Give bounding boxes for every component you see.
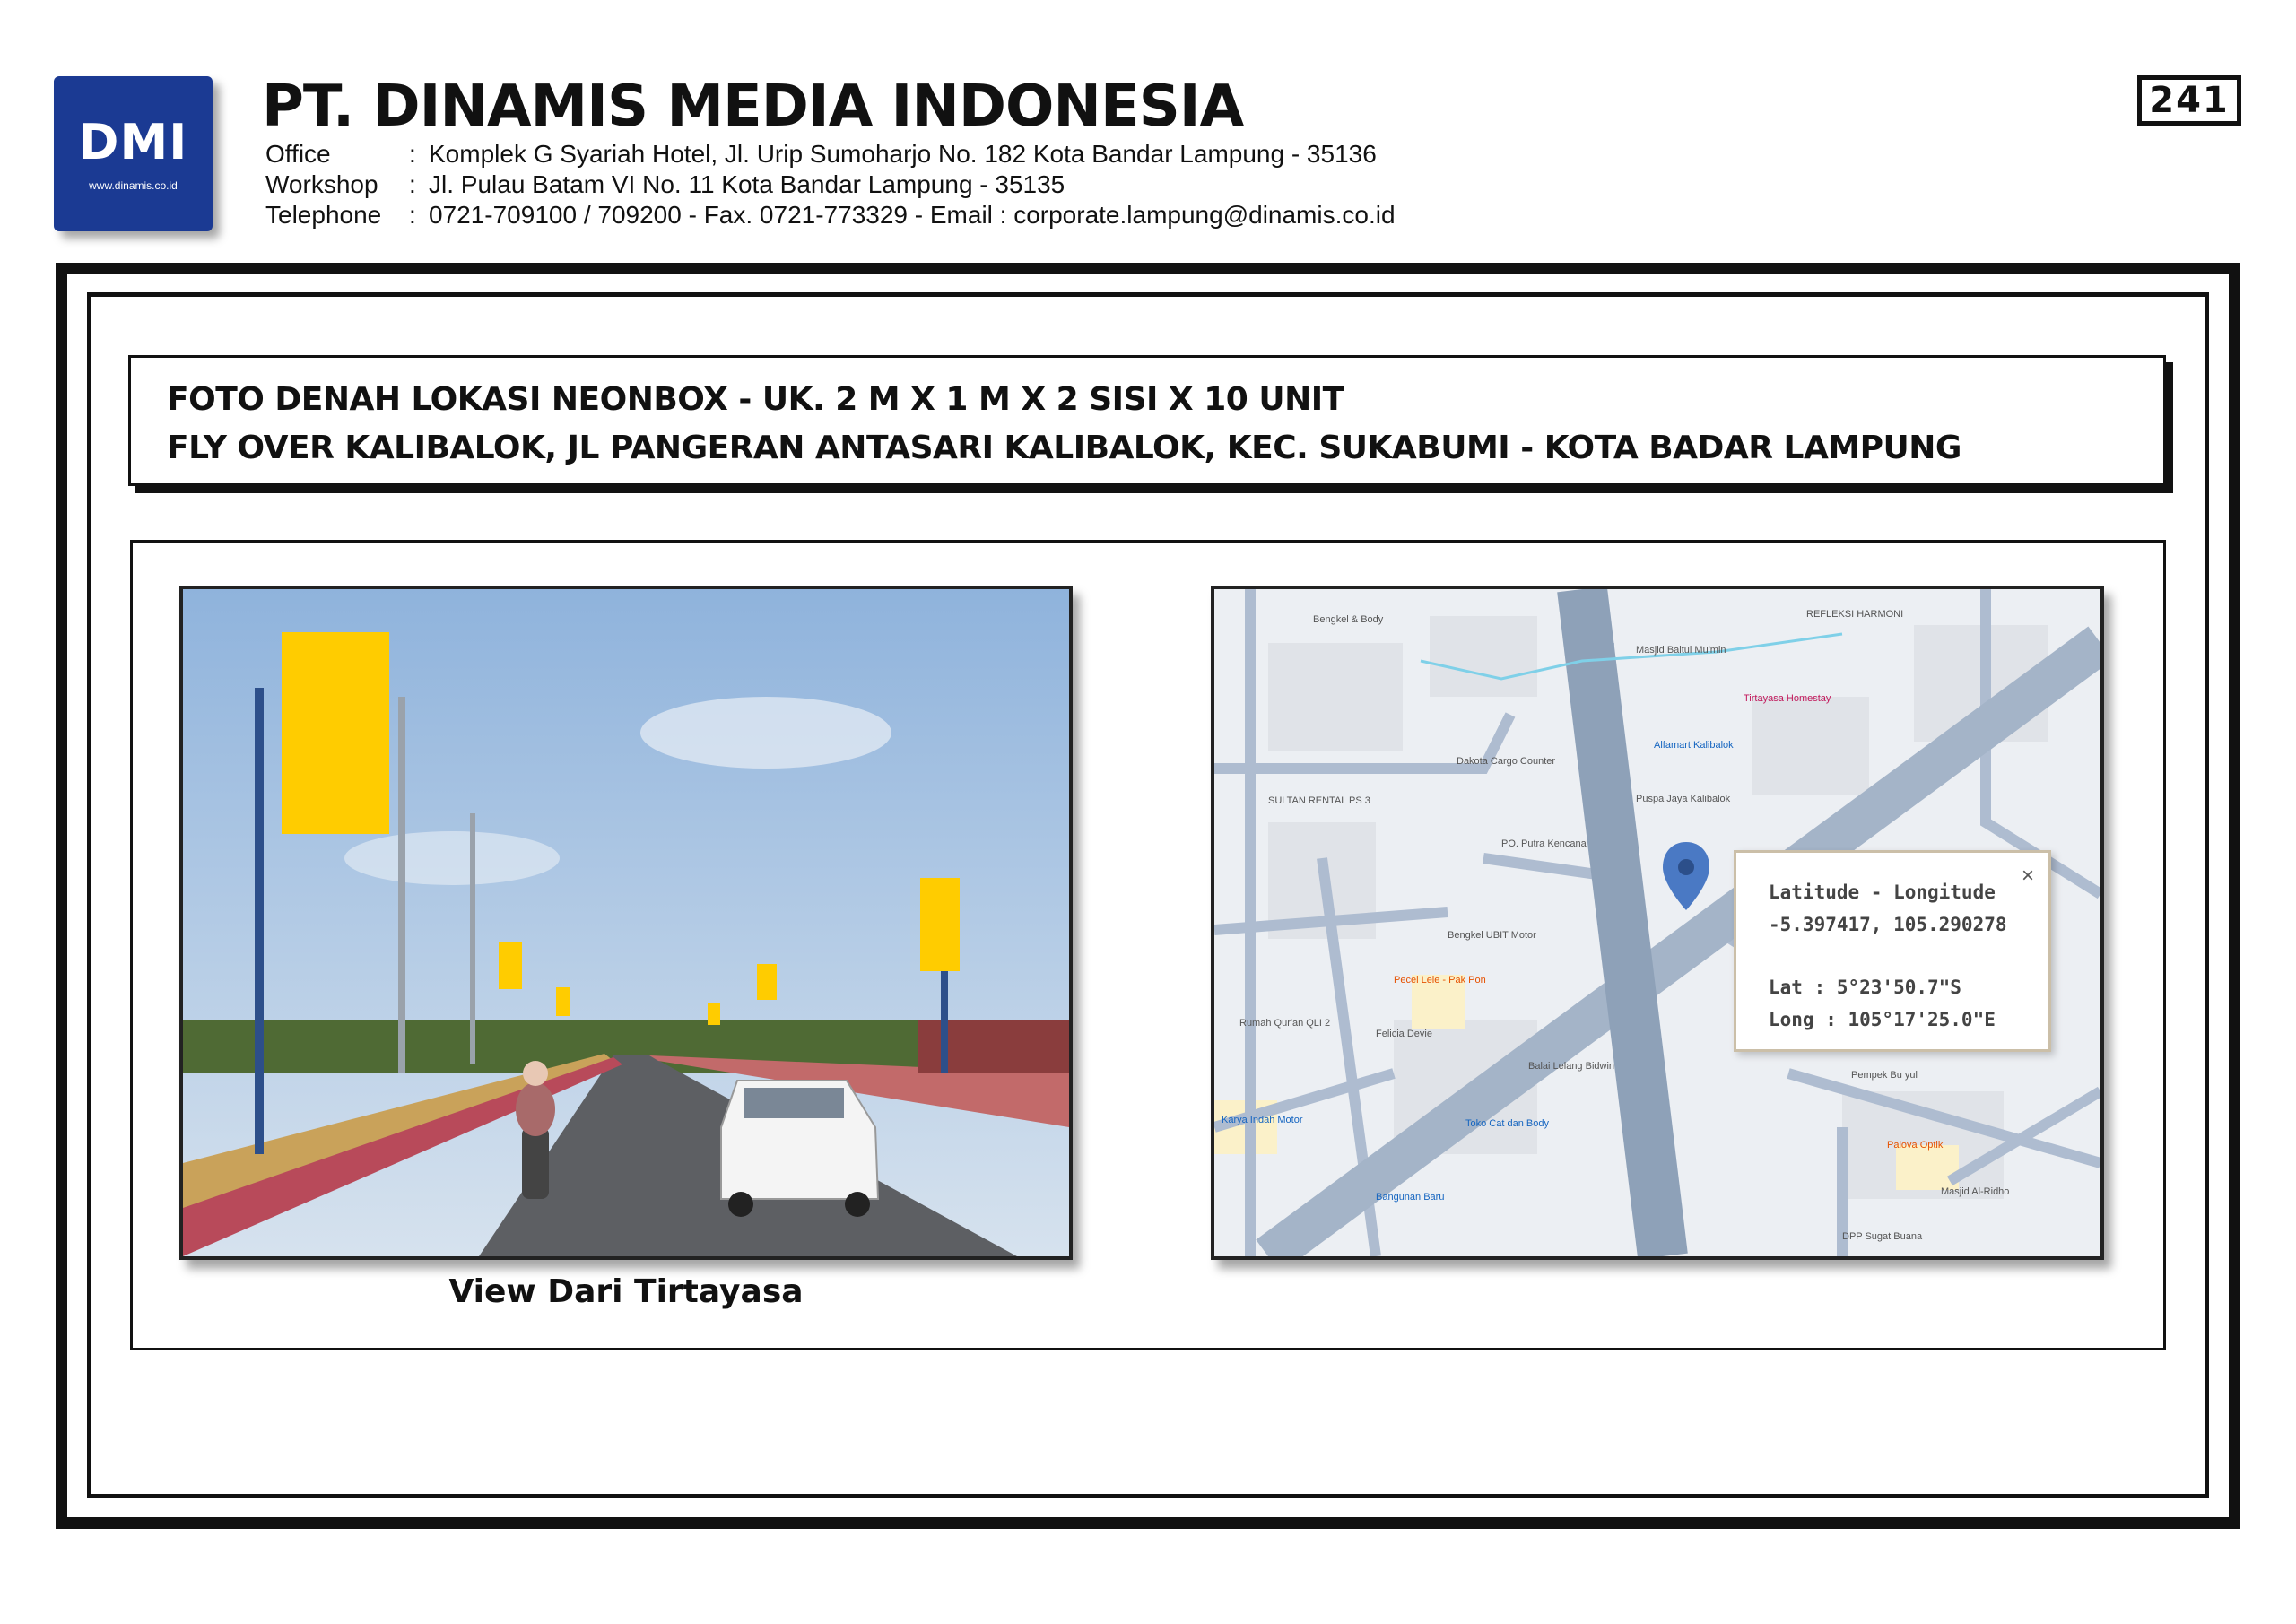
map-label: Toko Cat dan Body	[1465, 1118, 1549, 1129]
coord-heading: Latitude - Longitude	[1769, 881, 1996, 903]
coord-decimal: -5.397417, 105.290278	[1769, 914, 2007, 935]
map-label: Tirtayasa Homestay	[1744, 693, 1831, 704]
contact-value: Jl. Pulau Batam VI No. 11 Kota Bandar Lampung - 35135	[429, 170, 1065, 198]
map-label: REFLEKSI HARMONI	[1806, 609, 1904, 620]
map-label: Bengkel UBIT Motor	[1448, 930, 1536, 941]
map-label: Balai Lelang Bidwin	[1528, 1061, 1615, 1072]
map-label: Karya Indah Motor	[1222, 1115, 1303, 1125]
map-label: Felicia Devie	[1376, 1029, 1432, 1039]
map-label: PO. Putra Kencana	[1501, 838, 1587, 849]
map-label: Pecel Lele - Pak Pon	[1394, 975, 1486, 986]
map-label: Masjid Al-Ridho	[1941, 1186, 2010, 1197]
title-box	[128, 355, 2166, 486]
contact-label: Telephone	[265, 201, 382, 229]
company-name: PT. DINAMIS MEDIA INDONESIA	[262, 74, 1244, 140]
map-label: Alfamart Kalibalok	[1654, 740, 1734, 751]
company-logo	[54, 76, 213, 231]
coord-long: Long : 105°17'25.0"E	[1769, 1009, 1996, 1030]
location-photo	[179, 586, 1073, 1260]
map-label: Palova Optik	[1887, 1140, 1944, 1151]
map-label: Bengkel & Body	[1313, 614, 1384, 625]
location-pin-icon	[1659, 840, 1713, 912]
photo-caption: View Dari Tirtayasa	[448, 1273, 804, 1310]
map-label: Pempek Bu yul	[1851, 1070, 1918, 1081]
contact-value: Komplek G Syariah Hotel, Jl. Urip Sumoharjo No. 182 Kota Bandar Lampung - 35136	[429, 140, 1377, 168]
map-label: Puspa Jaya Kalibalok	[1636, 794, 1731, 804]
coord-lat: Lat : 5°23'50.7"S	[1769, 977, 1961, 998]
title-line-2: FLY OVER KALIBALOK, JL PANGERAN ANTASARI KALIBALOK, KEC. SUKABUMI - KOTA BADAR LAMPUNG	[167, 430, 1961, 466]
map-label: Masjid Baitul Mu'min	[1636, 645, 1726, 656]
map-label: DPP Sugat Buana	[1842, 1231, 1923, 1242]
coordinate-popup	[1734, 850, 2051, 1052]
close-icon[interactable]: ×	[2021, 864, 2034, 888]
map-label: Dakota Cargo Counter	[1457, 756, 1556, 767]
contact-separator: :	[409, 170, 416, 198]
logo-mark: DMI	[78, 114, 188, 170]
contact-value: 0721-709100 / 709200 - Fax. 0721-773329 - Email : corporate.lampung@dinamis.co.id	[429, 201, 1396, 229]
map-label: SULTAN RENTAL PS 3	[1268, 795, 1370, 806]
contact-telephone	[265, 200, 1396, 230]
contact-office	[265, 139, 1396, 169]
contact-workshop	[265, 169, 1396, 200]
contact-block	[265, 139, 1396, 230]
map-label: Bangunan Baru	[1376, 1192, 1445, 1203]
contact-label: Office	[265, 140, 331, 168]
contact-separator: :	[409, 140, 416, 168]
map-label: Rumah Qur'an QLI 2	[1239, 1018, 1331, 1029]
contact-label: Workshop	[265, 170, 378, 198]
page-number: 241	[2137, 75, 2241, 126]
logo-url: www.dinamis.co.id	[89, 179, 178, 192]
contact-separator: :	[409, 201, 416, 229]
title-line-1: FOTO DENAH LOKASI NEONBOX - UK. 2 M X 1 M X 2 SISI X 10 UNIT	[167, 381, 1344, 418]
